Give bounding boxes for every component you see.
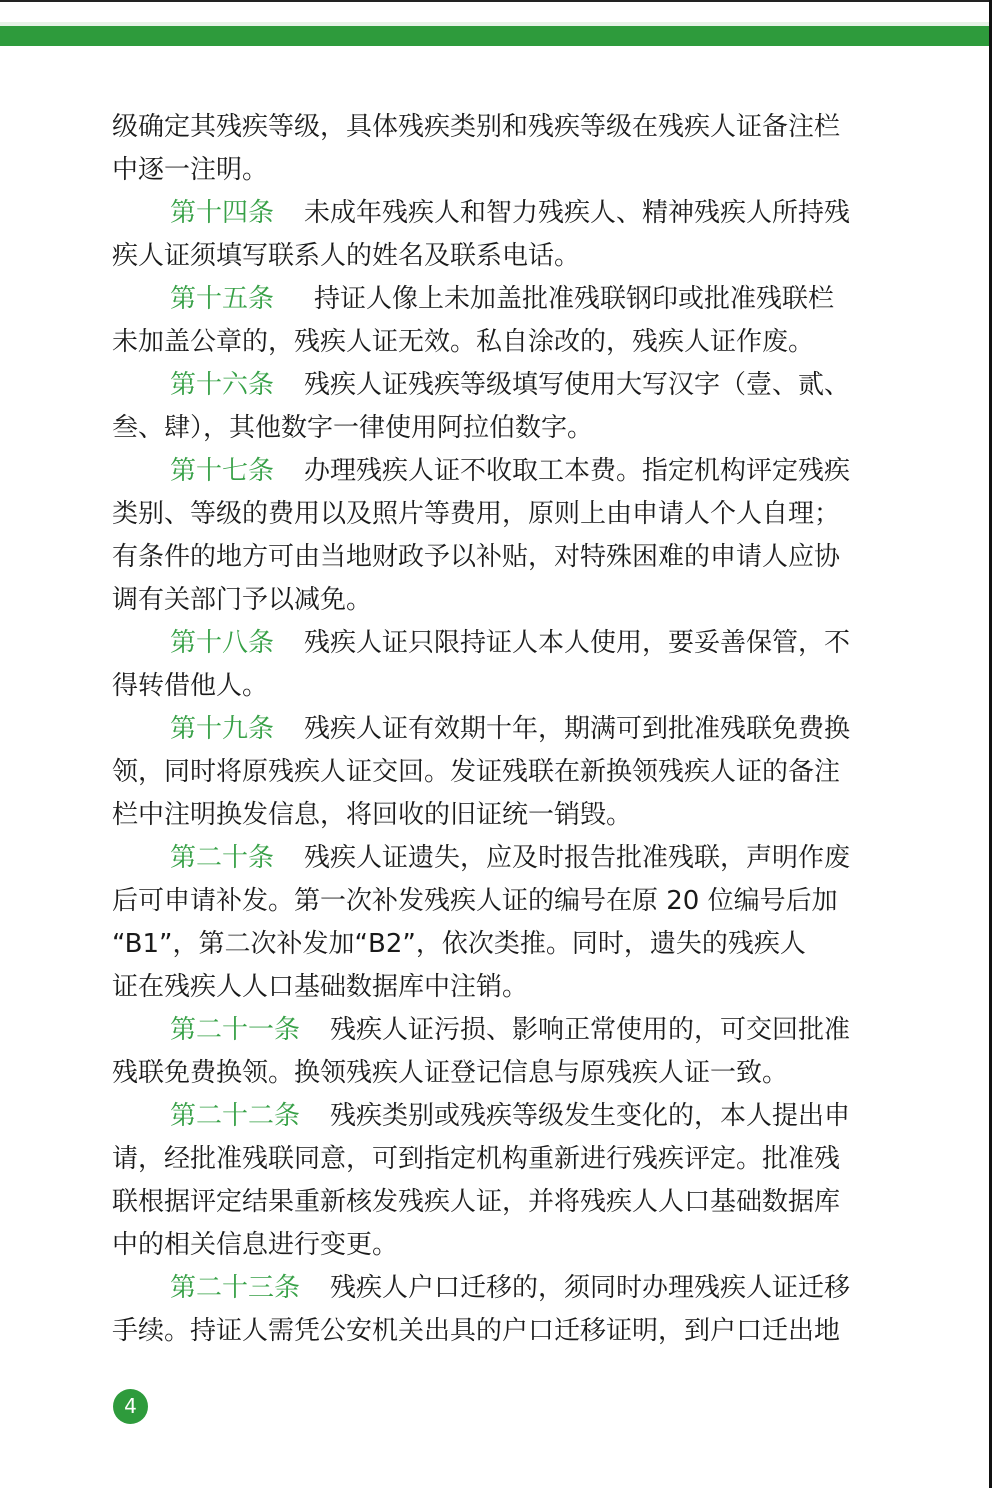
text-line: 叁、肆），其他数字一律使用阿拉伯数字。 xyxy=(112,413,594,443)
text-line: 疾人证须填写联系人的姓名及联系电话。 xyxy=(112,241,581,271)
text-line: 中的相关信息进行变更。 xyxy=(112,1230,399,1260)
article-20-line: 第二十条 残疾人证遗失，应及时报告批准残联，声明作废 xyxy=(170,843,851,873)
text-line: 栏中注明换发信息，将回收的旧证统一销毁。 xyxy=(112,800,633,830)
article-label: 第二十一条 xyxy=(170,1015,301,1045)
article-label: 第二十条 xyxy=(170,843,275,873)
article-label: 第二十三条 xyxy=(170,1273,301,1303)
article-23-line: 第二十三条 残疾人户口迁移的，须同时办理残疾人证迁移 xyxy=(170,1273,851,1303)
text-line: “B1”，第二次补发加“B2”，依次类推。同时，遗失的残疾人 xyxy=(112,929,806,959)
text-line: 级确定其残疾等级，具体残疾类别和残疾等级在残疾人证备注栏 xyxy=(112,112,841,142)
text-line: 手续。持证人需凭公安机关出具的户口迁移证明，到户口迁出地 xyxy=(112,1316,841,1346)
text-line: 类别、等级的费用以及照片等费用，原则上由申请人个人自理； xyxy=(112,499,841,529)
text-line: 后可申请补发。第一次补发残疾人证的编号在原 20 位编号后加 xyxy=(112,886,838,916)
article-label: 第二十二条 xyxy=(170,1101,301,1131)
text-line: 请，经批准残联同意，可到指定机构重新进行残疾评定。批准残 xyxy=(112,1144,841,1174)
article-17-line: 第十七条 办理残疾人证不收取工本费。指定机构评定残疾 xyxy=(170,456,851,486)
article-19-line: 第十九条 残疾人证有效期十年，期满可到批准残联免费换 xyxy=(170,714,851,744)
article-22-line: 第二十二条 残疾类别或残疾等级发生变化的，本人提出申 xyxy=(170,1101,851,1131)
top-border xyxy=(0,0,992,2)
text-line: 得转借他人。 xyxy=(112,671,269,701)
article-label: 第十七条 xyxy=(170,456,275,486)
page-number-badge: 4 xyxy=(113,1389,148,1424)
article-label: 第十四条 xyxy=(170,198,275,228)
text-line: 未加盖公章的，残疾人证无效。私自涂改的，残疾人证作废。 xyxy=(112,327,815,357)
article-16-line: 第十六条 残疾人证残疾等级填写使用大写汉字（壹、贰、 xyxy=(170,370,851,400)
text-line: 有条件的地方可由当地财政予以补贴，对特殊困难的申请人应协 xyxy=(112,542,841,572)
article-label: 第十九条 xyxy=(170,714,275,744)
article-label: 第十五条 xyxy=(170,284,275,314)
article-14-line: 第十四条 未成年残疾人和智力残疾人、精神残疾人所持残 xyxy=(170,198,851,228)
article-21-line: 第二十一条 残疾人证污损、影响正常使用的，可交回批准 xyxy=(170,1015,851,1045)
article-label: 第十八条 xyxy=(170,628,275,658)
text-line: 领，同时将原残疾人证交回。发证残联在新换领残疾人证的备注 xyxy=(112,757,841,787)
text-line: 联根据评定结果重新核发残疾人证，并将残疾人人口基础数据库 xyxy=(112,1187,841,1217)
text-line: 残联免费换领。换领残疾人证登记信息与原残疾人证一致。 xyxy=(112,1058,789,1088)
text-line: 调有关部门予以减免。 xyxy=(112,585,373,615)
header-green-band xyxy=(0,26,989,46)
article-15-line: 第十五条 持证人像上未加盖批准残联钢印或批准残联栏 xyxy=(170,284,835,314)
text-line: 中逐一注明。 xyxy=(112,155,269,185)
article-label: 第十六条 xyxy=(170,370,275,400)
text-line: 证在残疾人人口基础数据库中注销。 xyxy=(112,972,529,1002)
article-18-line: 第十八条 残疾人证只限持证人本人使用，要妥善保管，不 xyxy=(170,628,851,658)
body-text xyxy=(112,106,882,1353)
